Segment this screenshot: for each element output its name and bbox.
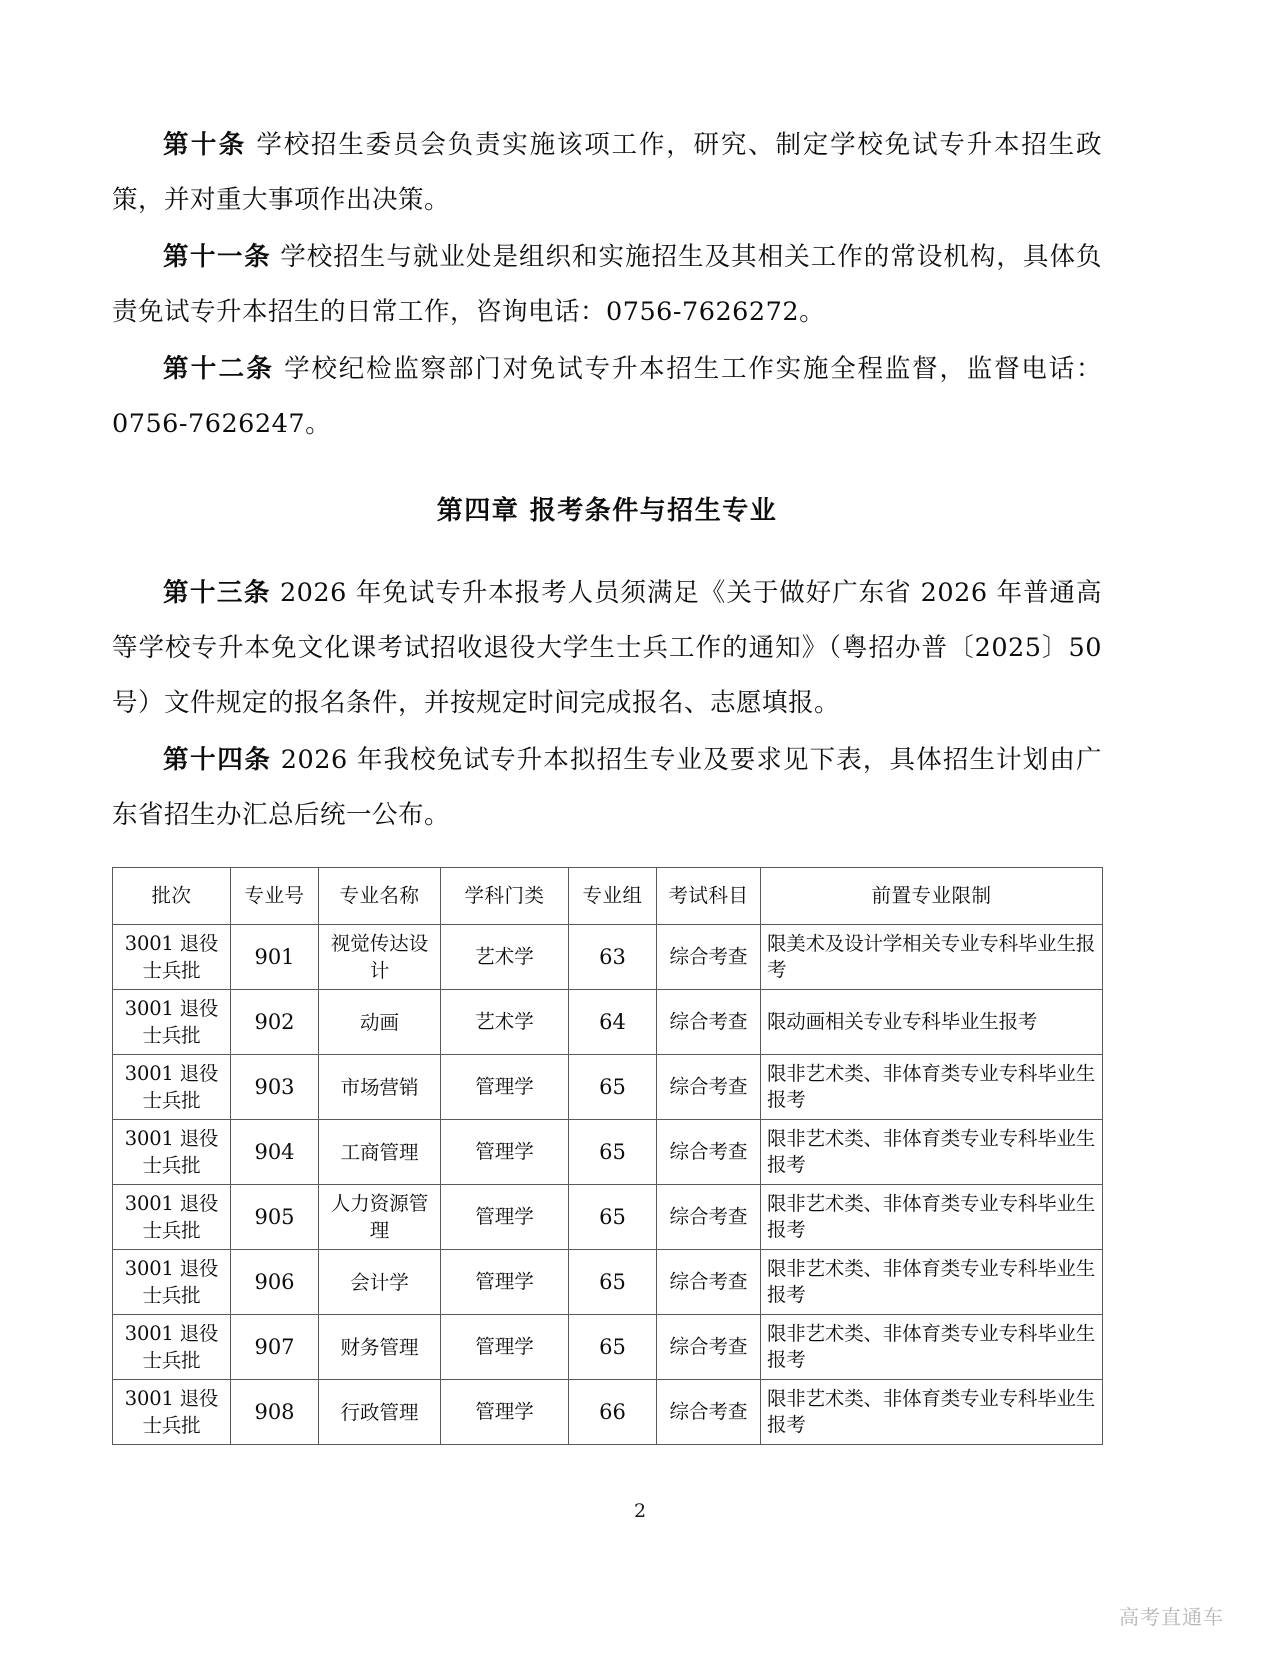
article-label-12: 第十二条 [163, 354, 275, 384]
cell-prior-major-limit: 限非艺术类、非体育类专业专科毕业生报考 [761, 1250, 1103, 1315]
cell-discipline: 管理学 [441, 1250, 569, 1315]
cell-batch: 3001 退役士兵批 [113, 925, 231, 990]
cell-prior-major-limit: 限动画相关专业专科毕业生报考 [761, 990, 1103, 1055]
articles-block-upper [112, 118, 1102, 452]
cell-major-group: 65 [569, 1120, 657, 1185]
articles-block-lower [112, 566, 1102, 843]
cell-batch: 3001 退役士兵批 [113, 1185, 231, 1250]
table-row [113, 990, 1103, 1055]
table-row [113, 925, 1103, 990]
cell-major-code: 903 [231, 1055, 319, 1120]
cell-major-code: 904 [231, 1120, 319, 1185]
column-header-exam-subject: 考试科目 [657, 868, 761, 925]
article-text-14: 2026 年我校免试专升本拟招生专业及要求见下表，具体招生计划由广东省招生办汇总后统一公布。 [112, 745, 1102, 830]
cell-major-name: 工商管理 [319, 1120, 441, 1185]
cell-exam-subject: 综合考查 [657, 990, 761, 1055]
cell-major-name: 人力资源管理 [319, 1185, 441, 1250]
paragraph-article-10 [112, 118, 1102, 228]
cell-discipline: 管理学 [441, 1380, 569, 1445]
cell-discipline: 管理学 [441, 1055, 569, 1120]
cell-exam-subject: 综合考查 [657, 1185, 761, 1250]
paragraph-article-13 [112, 566, 1102, 731]
paragraph-article-14 [112, 733, 1102, 843]
majors-table-head [113, 868, 1103, 925]
cell-prior-major-limit: 限非艺术类、非体育类专业专科毕业生报考 [761, 1120, 1103, 1185]
cell-exam-subject: 综合考查 [657, 1055, 761, 1120]
cell-exam-subject: 综合考查 [657, 1120, 761, 1185]
article-label-10: 第十条 [163, 130, 247, 160]
cell-major-group: 65 [569, 1055, 657, 1120]
chapter-heading: 第四章 报考条件与招生专业 [436, 496, 778, 526]
article-label-14: 第十四条 [163, 745, 272, 775]
cell-batch: 3001 退役士兵批 [113, 1250, 231, 1315]
majors-table-wrapper [112, 867, 1102, 1445]
article-label-13: 第十三条 [163, 578, 271, 608]
table-row [113, 1120, 1103, 1185]
cell-prior-major-limit: 限美术及设计学相关专业专科毕业生报考 [761, 925, 1103, 990]
table-row [113, 1055, 1103, 1120]
cell-batch: 3001 退役士兵批 [113, 1315, 231, 1380]
table-row [113, 1315, 1103, 1380]
cell-discipline: 艺术学 [441, 925, 569, 990]
cell-major-group: 63 [569, 925, 657, 990]
cell-major-name: 会计学 [319, 1250, 441, 1315]
column-header-discipline: 学科门类 [441, 868, 569, 925]
cell-exam-subject: 综合考查 [657, 1380, 761, 1445]
cell-major-group: 65 [569, 1185, 657, 1250]
cell-major-code: 907 [231, 1315, 319, 1380]
article-text-11: 学校招生与就业处是组织和实施招生及其相关工作的常设机构，具体负责免试专升本招生的日常工作，咨询电话：0756-7626272。 [112, 242, 1102, 327]
cell-prior-major-limit: 限非艺术类、非体育类专业专科毕业生报考 [761, 1315, 1103, 1380]
column-header-major-group: 专业组 [569, 868, 657, 925]
majors-table-body [113, 925, 1103, 1445]
majors-table [112, 867, 1103, 1445]
cell-major-code: 902 [231, 990, 319, 1055]
article-label-11: 第十一条 [163, 242, 272, 272]
paragraph-article-12 [112, 342, 1102, 452]
column-header-major-name: 专业名称 [319, 868, 441, 925]
watermark: 高考直通车 [1119, 1605, 1224, 1629]
article-text-13: 2026 年免试专升本报考人员须满足《关于做好广东省 2026 年普通高等学校专升本免文化课考试招收退役大学生士兵工作的通知》（粤招办普〔2025〕50 号）文件规定的报名条件，并按规定时间完成报名、志愿填报。 [112, 578, 1102, 718]
article-text-12: 学校纪检监察部门对免试专升本招生工作实施全程监督，监督电话：0756-7626247。 [112, 354, 1102, 439]
cell-major-name: 行政管理 [319, 1380, 441, 1445]
cell-major-group: 65 [569, 1315, 657, 1380]
column-header-major-code: 专业号 [231, 868, 319, 925]
cell-exam-subject: 综合考查 [657, 1250, 761, 1315]
cell-major-group: 64 [569, 990, 657, 1055]
cell-major-code: 901 [231, 925, 319, 990]
table-header-row [113, 868, 1103, 925]
cell-major-name: 市场营销 [319, 1055, 441, 1120]
cell-batch: 3001 退役士兵批 [113, 1055, 231, 1120]
cell-major-code: 905 [231, 1185, 319, 1250]
cell-prior-major-limit: 限非艺术类、非体育类专业专科毕业生报考 [761, 1055, 1103, 1120]
page-content [112, 118, 1102, 1445]
cell-major-name: 财务管理 [319, 1315, 441, 1380]
column-header-batch: 批次 [113, 868, 231, 925]
column-header-prior-major-limit: 前置专业限制 [761, 868, 1103, 925]
cell-discipline: 管理学 [441, 1185, 569, 1250]
cell-major-name: 动画 [319, 990, 441, 1055]
table-row [113, 1380, 1103, 1445]
cell-batch: 3001 退役士兵批 [113, 1120, 231, 1185]
page-number: 2 [633, 1500, 647, 1522]
table-row [113, 1250, 1103, 1315]
cell-discipline: 管理学 [441, 1120, 569, 1185]
paragraph-article-11 [112, 230, 1102, 340]
cell-major-name: 视觉传达设计 [319, 925, 441, 990]
cell-discipline: 管理学 [441, 1315, 569, 1380]
cell-batch: 3001 退役士兵批 [113, 990, 231, 1055]
cell-discipline: 艺术学 [441, 990, 569, 1055]
cell-major-group: 65 [569, 1250, 657, 1315]
cell-prior-major-limit: 限非艺术类、非体育类专业专科毕业生报考 [761, 1185, 1103, 1250]
cell-major-group: 66 [569, 1380, 657, 1445]
cell-batch: 3001 退役士兵批 [113, 1380, 231, 1445]
cell-exam-subject: 综合考查 [657, 1315, 761, 1380]
cell-major-code: 906 [231, 1250, 319, 1315]
cell-exam-subject: 综合考查 [657, 925, 761, 990]
table-row [113, 1185, 1103, 1250]
cell-prior-major-limit: 限非艺术类、非体育类专业专科毕业生报考 [761, 1380, 1103, 1445]
cell-major-code: 908 [231, 1380, 319, 1445]
article-text-10: 学校招生委员会负责实施该项工作，研究、制定学校免试专升本招生政策，并对重大事项作出决策。 [112, 130, 1102, 215]
